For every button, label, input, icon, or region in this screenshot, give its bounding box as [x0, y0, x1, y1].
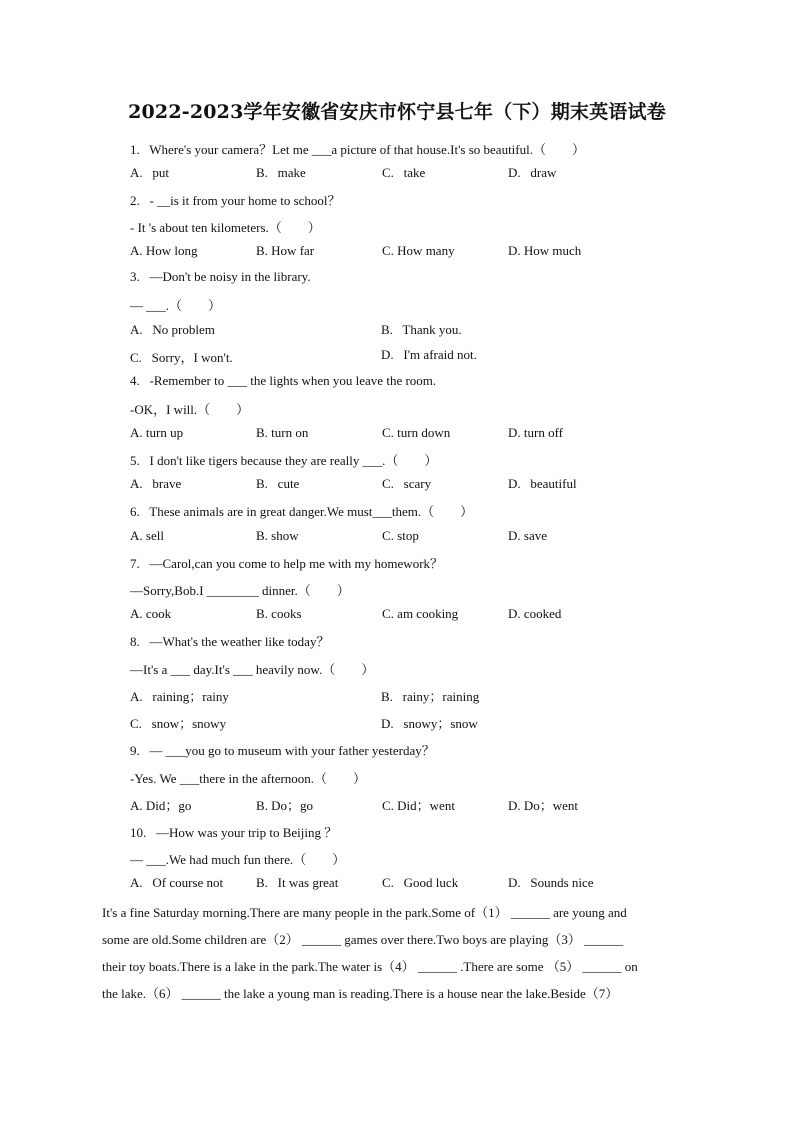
option-d: D. I'm afraid not.	[381, 347, 477, 362]
option-a: A. Did；go	[130, 798, 192, 813]
option-a: A. raining；rainy	[130, 689, 229, 704]
question-5-stem: 5. I don't like tigers because they are really ___.（ ）	[130, 453, 438, 468]
option-c: C. scary	[382, 476, 432, 491]
option-c: C. stop	[382, 528, 419, 543]
option-b: B. Do；go	[256, 798, 314, 813]
option-b: B. Thank you.	[381, 322, 462, 337]
passage-line-1: It's a fine Saturday morning.There are many people in the park.Some of（1） ______ are young and	[102, 905, 627, 920]
option-d: D. draw	[508, 165, 557, 180]
option-c: C. turn down	[382, 425, 451, 440]
question-7-stem-reply: —Sorry,Bob.I ________ dinner.（ ）	[130, 583, 350, 598]
option-b: B. cute	[256, 476, 300, 491]
question-9-stem: 9. — ___you go to museum with your father yesterday？	[130, 743, 435, 758]
option-d: D. Sounds nice	[508, 875, 594, 890]
option-a: A. turn up	[130, 425, 184, 440]
question-3-stem-reply: — ___.（ ）	[130, 298, 222, 313]
option-c: C. take	[382, 165, 426, 180]
option-c: C. Did；went	[382, 798, 455, 813]
option-c: C. snow；snowy	[130, 716, 227, 731]
option-a: A. sell	[130, 528, 164, 543]
question-9-stem-reply: -Yes. We ___there in the afternoon.（ ）	[130, 771, 367, 786]
option-a: A. put	[130, 165, 169, 180]
question-3-stem: 3. —Don't be noisy in the library.	[130, 269, 311, 284]
option-b: B. It was great	[256, 875, 339, 890]
option-c: C. am cooking	[382, 606, 459, 621]
question-4-stem: 4. -Remember to ___ the lights when you leave the room.	[130, 373, 437, 388]
passage-line-4: the lake.（6） ______ the lake a young man is reading.There is a house near the lake.Beside（7）	[102, 986, 619, 1001]
option-a: A. No problem	[130, 322, 215, 337]
question-7-stem: 7. —Carol,can you come to help me with my homework？	[130, 556, 444, 571]
option-d: D. beautiful	[508, 476, 577, 491]
question-6-stem: 6. These animals are in great danger.We must___them.（ ）	[130, 504, 474, 519]
option-d: D. snowy；snow	[381, 716, 478, 731]
option-d: D. cooked	[508, 606, 562, 621]
option-a: A. How long	[130, 243, 198, 258]
passage-line-2: some are old.Some children are（2） ______ games over there.Two boys are playing（3） ______	[102, 932, 624, 947]
question-1-stem: 1. Where's your camera？Let me ___a picture of that house.It's so beautiful.（ ）	[130, 142, 585, 157]
option-a: A. cook	[130, 606, 172, 621]
option-d: D. save	[508, 528, 547, 543]
option-d: D. Do；went	[508, 798, 579, 813]
option-c: C. How many	[382, 243, 455, 258]
option-b: B. make	[256, 165, 306, 180]
question-8-stem-reply: —It's a ___ day.It's ___ heavily now.（ ）	[130, 662, 375, 677]
option-c: C. Good luck	[382, 875, 459, 890]
question-10-stem-reply: — ___.We had much fun there.（ ）	[130, 852, 346, 867]
option-b: B. show	[256, 528, 299, 543]
option-b: B. How far	[256, 243, 315, 258]
passage-line-3: their toy boats.There is a lake in the park.The water is（4） ______ .There are some （5） ______ on	[102, 959, 638, 974]
option-a: A. brave	[130, 476, 182, 491]
question-8-stem: 8. —What's the weather like today？	[130, 634, 330, 649]
option-b: B. rainy；raining	[381, 689, 480, 704]
option-b: B. turn on	[256, 425, 309, 440]
question-10-stem: 10. —How was your trip to Beijing ？	[130, 825, 338, 840]
question-4-stem-reply: -OK，I will.（ ）	[130, 402, 250, 417]
question-2-stem-reply: - It 's about ten kilometers.（ ）	[130, 220, 321, 235]
question-2-stem: 2. - __is it from your home to school？	[130, 193, 341, 208]
option-b: B. cooks	[256, 606, 302, 621]
page-title: 2022-2023学年安徽省安庆市怀宁县七年（下）期末英语试卷	[128, 101, 666, 123]
option-c: C. Sorry，I won't.	[130, 350, 233, 365]
option-d: D. How much	[508, 243, 582, 258]
option-d: D. turn off	[508, 425, 564, 440]
option-a: A. Of course not	[130, 875, 224, 890]
